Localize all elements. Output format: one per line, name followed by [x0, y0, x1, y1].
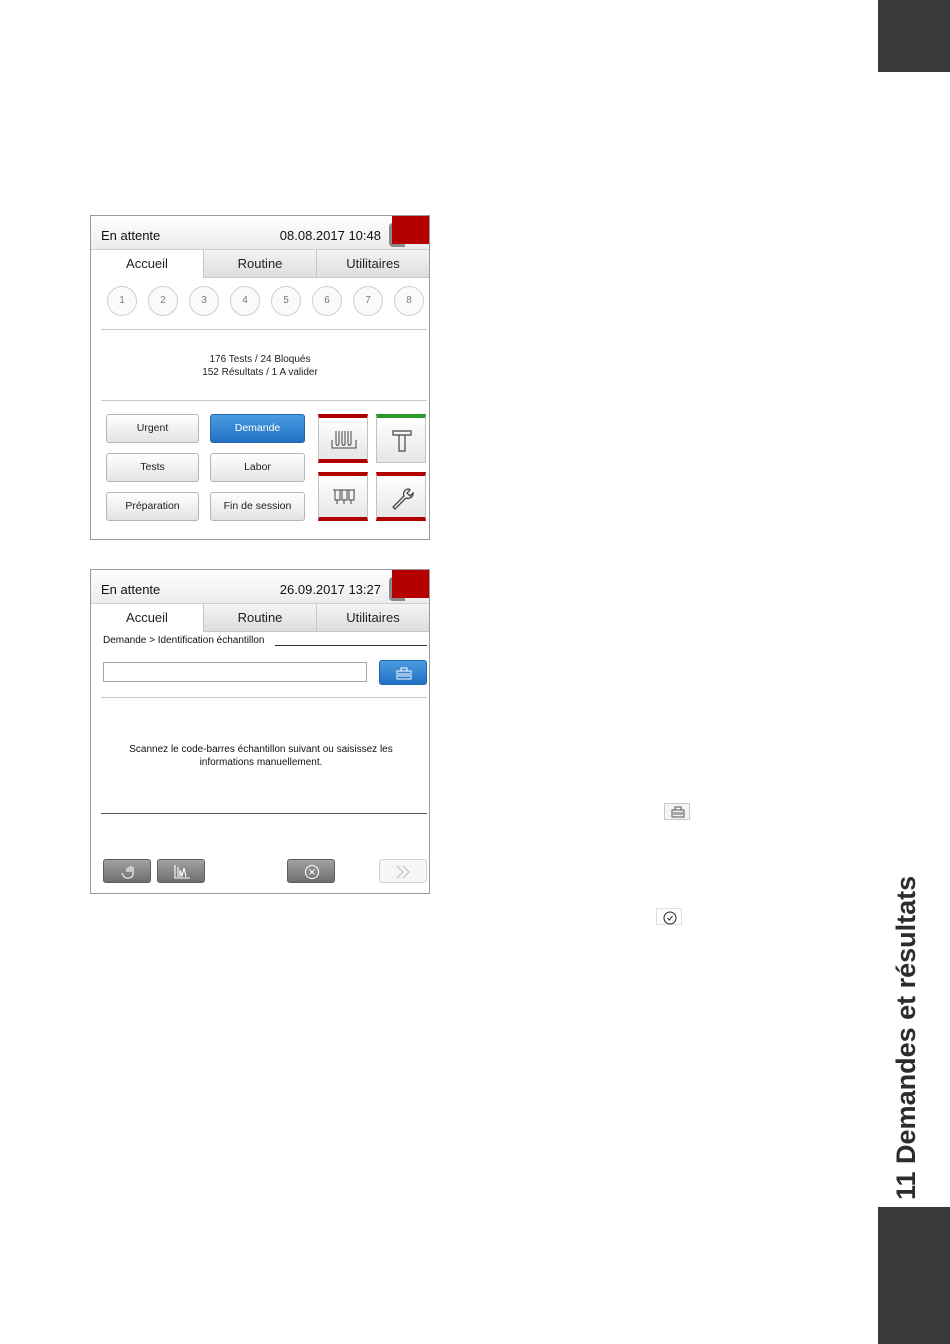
- position-3[interactable]: 3: [189, 286, 219, 316]
- next-icon: [394, 865, 414, 879]
- tab-accueil[interactable]: Accueil: [91, 604, 203, 632]
- tab-accueil[interactable]: Accueil: [91, 250, 203, 278]
- wrench-icon: [389, 486, 415, 512]
- margin-check-icon: [656, 908, 682, 925]
- reagent-icon: [389, 428, 415, 454]
- maintenance-tile[interactable]: [376, 472, 426, 521]
- chart-icon: [173, 864, 191, 880]
- position-5[interactable]: 5: [271, 286, 301, 316]
- chapter-title: 11 Demandes et résultats: [891, 875, 921, 1200]
- position-7[interactable]: 7: [353, 286, 383, 316]
- breadcrumb: Demande > Identification échantillon: [103, 635, 265, 646]
- results-summary: 152 Résultats / 1 A valider: [202, 367, 318, 378]
- position-indicators: [105, 286, 425, 318]
- cuvettes-icon: [331, 486, 357, 510]
- position-4[interactable]: 4: [230, 286, 260, 316]
- hand-icon: [119, 864, 137, 880]
- divider: [101, 400, 427, 401]
- breadcrumb-underline: [275, 645, 427, 646]
- tab-routine[interactable]: Routine: [203, 604, 316, 632]
- cancel-button[interactable]: [287, 859, 335, 883]
- demande-button[interactable]: Demande: [210, 414, 305, 443]
- title-bar: [91, 570, 429, 604]
- status-label: En attente: [101, 228, 161, 243]
- datetime-label: 08.08.2017 10:48: [279, 228, 381, 243]
- barcode-scan-icon: [671, 806, 685, 818]
- labor-button[interactable]: Labor: [210, 453, 305, 482]
- samples-tile[interactable]: [318, 414, 368, 463]
- title-bar: [91, 216, 429, 250]
- screenshot-home: [90, 215, 430, 540]
- cancel-icon: [303, 864, 321, 880]
- results-button[interactable]: [157, 859, 205, 883]
- datetime-label: 26.09.2017 13:27: [279, 582, 381, 597]
- manual-entry-button[interactable]: [103, 859, 151, 883]
- check-icon: [663, 911, 677, 925]
- sample-id-input[interactable]: [103, 662, 367, 682]
- preparation-button[interactable]: Préparation: [106, 492, 199, 521]
- instruction-message: Scannez le code-barres échantillon suivant ou saisissez les informations manuellement.: [129, 744, 393, 768]
- urgent-button[interactable]: Urgent: [106, 414, 199, 443]
- alarm-button[interactable]: [392, 216, 429, 244]
- divider: [101, 697, 427, 698]
- screenshot-sample-identification: [90, 569, 430, 894]
- position-2[interactable]: 2: [148, 286, 178, 316]
- next-button[interactable]: [379, 859, 427, 883]
- tab-routine[interactable]: Routine: [203, 250, 316, 278]
- chapter-tab-bottom: [878, 1207, 950, 1344]
- tab-bar: [91, 250, 429, 278]
- position-8[interactable]: 8: [394, 286, 424, 316]
- tab-utilitaires[interactable]: Utilitaires: [316, 250, 429, 278]
- position-1[interactable]: 1: [107, 286, 137, 316]
- tests-summary: 176 Tests / 24 Bloqués: [209, 354, 311, 365]
- sample-tubes-icon: [331, 428, 357, 450]
- barcode-scan-icon: [396, 666, 412, 680]
- divider: [101, 813, 427, 814]
- scan-barcode-button[interactable]: [379, 660, 427, 685]
- cuvettes-tile[interactable]: [318, 472, 368, 521]
- status-label: En attente: [101, 582, 161, 597]
- tab-bar: [91, 604, 429, 632]
- margin-scan-icon: [664, 803, 690, 820]
- position-6[interactable]: 6: [312, 286, 342, 316]
- alarm-button[interactable]: [392, 570, 429, 598]
- tab-utilitaires[interactable]: Utilitaires: [316, 604, 429, 632]
- divider: [101, 329, 427, 330]
- tests-button[interactable]: Tests: [106, 453, 199, 482]
- chapter-tab-top: [878, 0, 950, 72]
- fin-session-button[interactable]: Fin de session: [210, 492, 305, 521]
- reagents-tile[interactable]: [376, 414, 426, 463]
